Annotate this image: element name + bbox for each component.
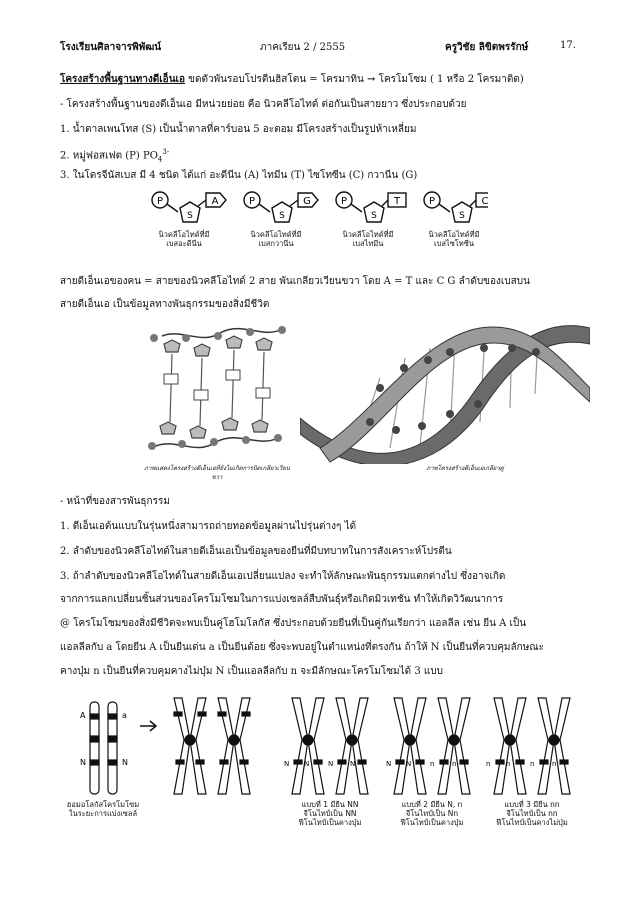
text-line: แอลลีลกับ a โดยยีน A เป็นยีนเด่น a เป็นยีนด้อย ซึ่งจะพบอยู่ในตำแหน่งที่ตรงกัน ถ้าให้ N เป็นยีนที่ควบคุมลักษณะ [60, 642, 544, 653]
chromosome-drawing [60, 696, 580, 796]
chromosome-caption-type-3: แบบที่ 3 มียีน nn จีโนไทป์เป็น nn ฟีโนไทป์เป็นคางไม่บุ๋ม [496, 800, 568, 827]
allele-label: A [80, 711, 86, 720]
allele-label: a [122, 711, 127, 720]
double-helix-caption: ภาพโครงสร้างดีเอ็นเอเกลียวคู่ [426, 465, 504, 472]
chromosome-caption-type-1: แบบที่ 1 มียีน NN จีโนไทป์เป็น NN ฟีโนไทป์เป็นคางบุ๋ม [298, 800, 362, 827]
phosphate-label: P [248, 196, 256, 207]
header-page-number: 17. [560, 40, 576, 51]
base-label: A [211, 196, 219, 207]
title-rest-a: ขดตัวพันรอบโปรตีนฮิสโตน = โครมาทิน [184, 74, 368, 85]
text-line [60, 146, 169, 166]
replicated-pair [174, 698, 250, 794]
chromosome-figure [60, 696, 580, 836]
nucleotides-figure [148, 190, 488, 260]
phosphate-sub: 4 [157, 155, 163, 164]
title-bold: โครงสร้างพื้นฐานทางดีเอ็นเอ [60, 74, 185, 85]
sugar-label: S [459, 211, 465, 221]
header-school: โรงเรียนศิลาจารพิพัฒน์ [60, 42, 162, 53]
allele-label: n [530, 760, 535, 768]
double-helix-drawing [300, 318, 590, 464]
dna-ladder-figure [142, 318, 292, 481]
allele-label: N [80, 758, 86, 767]
phosphate-label: P [340, 196, 348, 207]
text-line: 2. ลำดับของนิวคลีโอไทด์ในสายดีเอ็นเอเป็นข้อมูลของยีนที่มีบทบาทในการสังเคราะห์โปรตีน [60, 546, 452, 557]
allele-label: N [386, 760, 392, 768]
section-title [60, 73, 524, 86]
header-term: ภาคเรียน 2 / 2555 [260, 42, 346, 53]
dna-ladder-caption: ภาพแสดงโครงสร้างดีเอ็นเอที่ยังไม่เกิดการบิดเกลียวเวียนขวา [144, 465, 290, 481]
allele-label: N [350, 760, 356, 768]
allele-label: N [328, 760, 334, 768]
allele-label: N [406, 760, 412, 768]
allele-label: N [304, 760, 310, 768]
allele-label: n [430, 760, 435, 768]
nucleotide-g [244, 192, 318, 222]
chromosome-caption-homologous: ฮอมอโลกัสโครโมโซม ในระยะการแบ่งเซลล์ [66, 800, 140, 818]
nucleotide-caption-a: นิวคลีโอไทด์ที่มี เบสอะดีนีน [158, 230, 210, 248]
phosphate-label: P [428, 196, 436, 207]
nucleotide-caption-c: นิวคลีโอไทด์ที่มี เบสไซโทซีน [428, 230, 480, 248]
arrow-icon [140, 721, 156, 731]
text-line: 3. ในโตรจีนัสเบส มี 4 ชนิด ได้แก่ อะดีนีน (A) ไทมีน (T) ไซโทซีน (C) กวานีน (G) [60, 170, 418, 181]
double-helix-figure [300, 318, 590, 478]
chromosome-type-1 [292, 698, 368, 794]
text-line: สายดีเอ็นเอของคน = สายของนิวคลีโอไทด์ 2 สาย พันเกลียวเวียนขวา โดย A = T และ C G ลำดับของเบสบน [60, 276, 530, 287]
text-line: คางบุ๋ม n เป็นยีนที่ควบคุมคางไม่บุ๋ม N เป็นแอลลีลกับ n จะมีลักษณะโครโมโซมได้ 3 แบบ [60, 666, 444, 677]
allele-label: n [452, 760, 457, 768]
text-line: 1. น้ำตาลเพนโทส (S) เป็นน้ำตาลที่คาร์บอน 5 อะตอม มีโครงสร้างเป็นรูปห้าเหลี่ยม [60, 124, 417, 135]
phosphate-sup: 3- [162, 148, 170, 156]
nucleotide-caption-t: นิวคลีโอไทด์ที่มี เบสไทมีน [342, 230, 394, 248]
nucleotide-caption-g: นิวคลีโอไทด์ที่มี เบสกวานีน [250, 230, 302, 248]
chromosome-type-2 [394, 698, 470, 794]
phosphate-label: P [156, 196, 164, 207]
dna-ladder-drawing [142, 318, 292, 464]
chromosome-type-3 [494, 698, 570, 794]
function-heading: - หน้าที่ของสารพันธุกรรม [60, 496, 170, 507]
text-line: - โครงสร้างพื้นฐานของดีเอ็นเอ มีหน่วยย่อย คือ นิวคลีโอไทด์ ต่อกันเป็นสายยาว ซึ่งประกอบด้วย [60, 99, 467, 110]
text-line: 3. ถ้าลำดับของนิวคลีโอไทด์ในสายดีเอ็นเอเปลี่ยนแปลง จะทำให้ลักษณะพันธุกรรมแตกต่างไป ซึ่งอาจเกิด [60, 571, 506, 582]
allele-label: n [552, 760, 557, 768]
sugar-label: S [279, 211, 285, 221]
homologous-pair [90, 702, 117, 794]
text-line: 1. ดีเอ็นเอต้นแบบในรุ่นหนึ่งสามารถถ่ายทอดข้อมูลผ่านไปรุ่นต่างๆ ได้ [60, 521, 357, 532]
header-teacher: ครูวิชัย ลิขิตพรรักษ์ [445, 42, 529, 53]
sugar-label: S [371, 211, 377, 221]
allele-label: N [122, 758, 128, 767]
sugar-label: S [187, 211, 193, 221]
base-label: T [393, 196, 401, 207]
text-line: จากการแลกเปลี่ยนชิ้นส่วนของโครโมโซมในการแบ่งเซลล์สืบพันธุ์หรือเกิดมิวเทชัน ทำให้เกิดวิวัฒนาการ [60, 594, 504, 605]
phosphate-text: 2. หมู่ฟอสเฟต (P) PO [60, 150, 158, 162]
allele-label: N [284, 760, 290, 768]
base-label: C [481, 196, 488, 207]
arrow-icon: → [367, 74, 376, 85]
nucleotide-c [424, 192, 488, 222]
chromosome-caption-type-2: แบบที่ 2 มียีน N, n จีโนไทป์เป็น Nn ฟีโนไทป์เป็นคางบุ๋ม [400, 800, 464, 827]
allele-label: n [506, 760, 511, 768]
nucleotide-a [152, 192, 226, 222]
base-label: G [303, 196, 311, 207]
nucleotide-t [336, 192, 406, 222]
text-line: @ โครโมโซมของสิ่งมีชีวิตจะพบเป็นคู่โฮโมโลกัส ซึ่งประกอบด้วยยีนที่เป็นคู่กันเรียกว่า แอลลีล เช่น ยีน A เป็น [60, 618, 527, 629]
allele-label: n [486, 760, 491, 768]
title-rest-b: โครโมโซม ( 1 หรือ 2 โครมาติด) [375, 74, 524, 85]
text-line: สายดีเอ็นเอ เป็นข้อมูลทางพันธุกรรมของสิ่งมีชีวิต [60, 299, 270, 310]
